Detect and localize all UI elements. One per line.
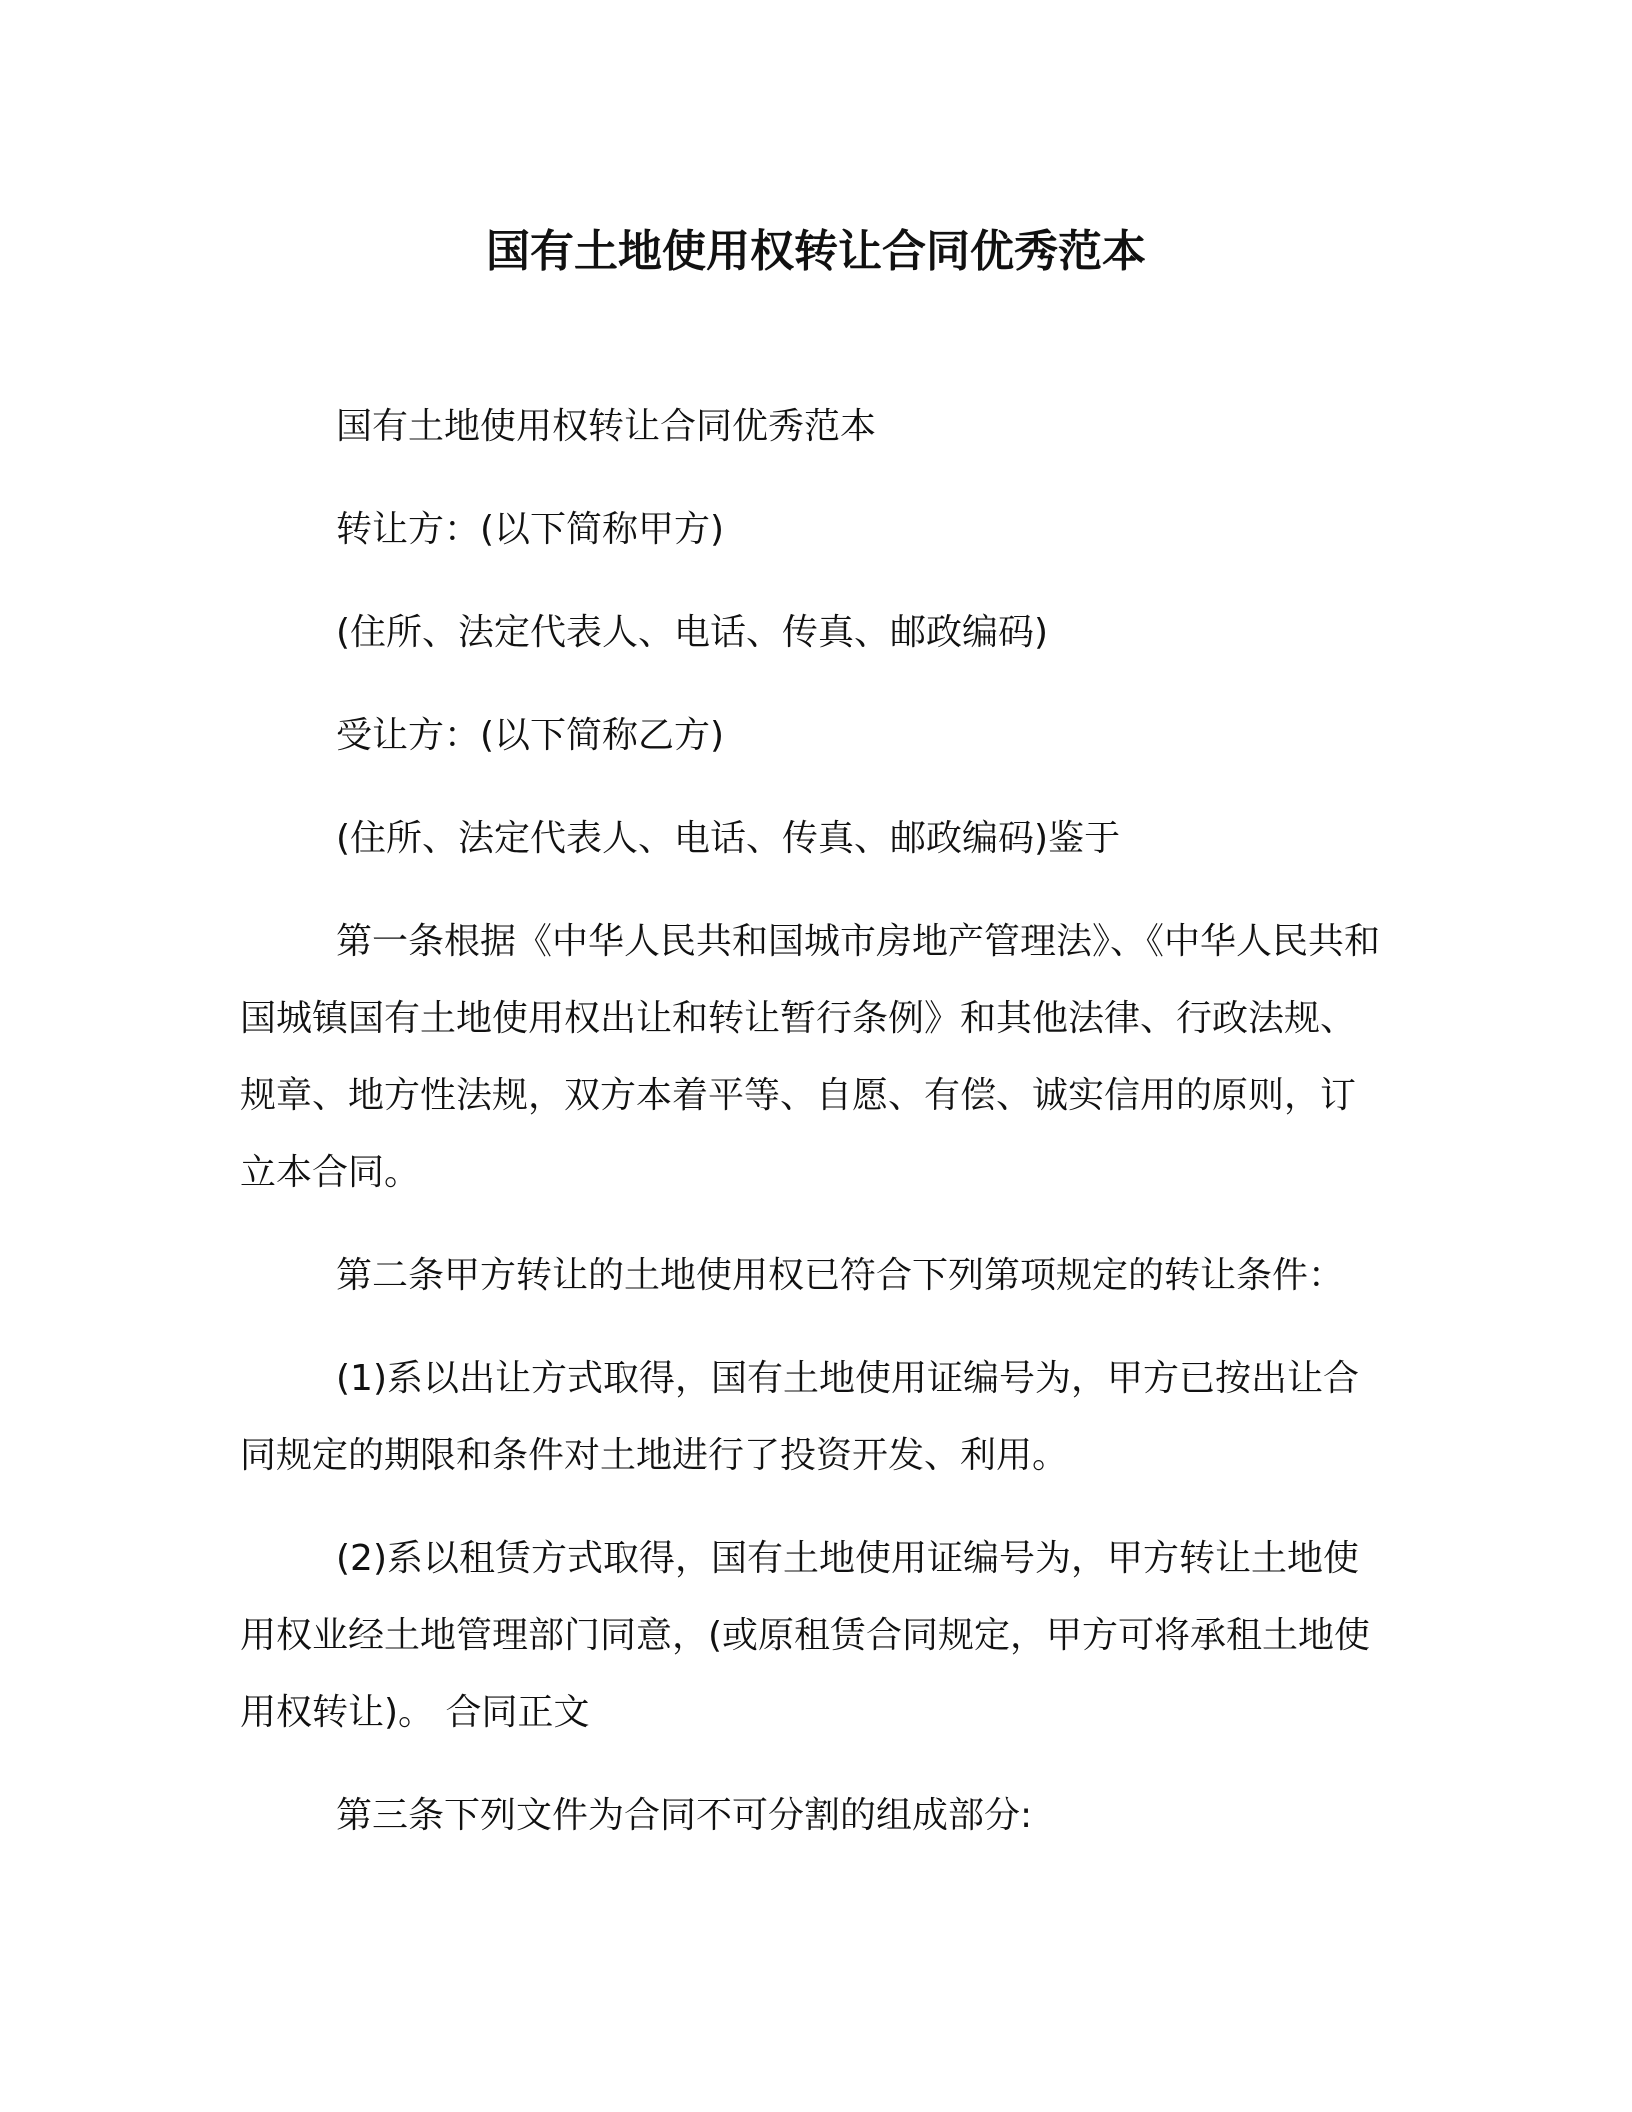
paragraph-transferor-details: (住所、法定代表人、电话、传真、邮政编码) [336,612,1049,653]
paragraph-transferee: 受让方：(以下简称乙方) [336,715,725,756]
paragraph-transferee-details: (住所、法定代表人、电话、传真、邮政编码)鉴于 [336,818,1121,859]
paragraph-transferor: 转让方：(以下简称甲方) [336,509,725,550]
document-title: 国有土地使用权转让合同优秀范本 [486,226,1146,277]
paragraph-item-2: (2)系以租赁方式取得，国有土地使用证编号为，甲方转让土地使用权业经土地管理部门同意，(或原租赁合同规定，甲方可将承租土地使用权转让)。 合同正文 [240,1538,1371,1733]
paragraph-article-3: 第三条下列文件为合同不可分割的组成部分: [336,1795,1033,1836]
paragraph-item-1: (1)系以出让方式取得，国有土地使用证编号为，甲方已按出让合同规定的期限和条件对土地进行了投资开发、利用。 [240,1358,1359,1476]
paragraph-heading: 国有土地使用权转让合同优秀范本 [336,406,877,447]
document-body [240,388,1385,1854]
paragraph-article-1: 第一条根据《中华人民共和国城市房地产管理法》、《中华人民共和国城镇国有土地使用权出让和转让暂行条例》和其他法律、行政法规、规章、地方性法规，双方本着平等、自愿、有偿、诚实信用的原则，订立本合同。 [240,921,1381,1193]
paragraph-article-2: 第二条甲方转让的土地使用权已符合下列第项规定的转让条件： [336,1255,1345,1296]
